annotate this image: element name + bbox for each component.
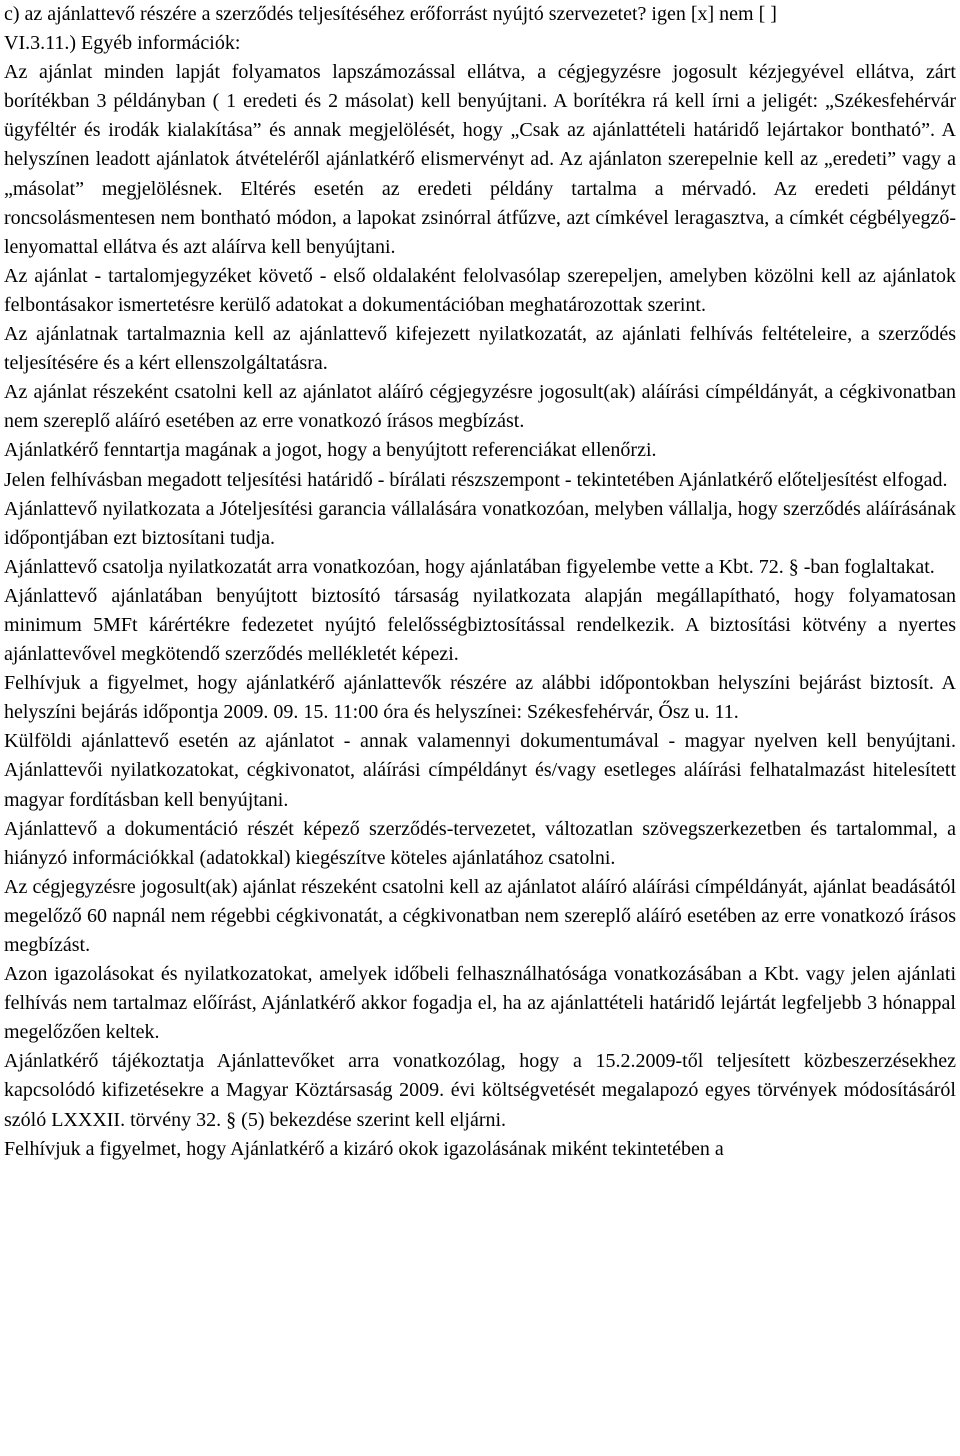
paragraph-certificate-validity: Azon igazolásokat és nyilatkozatokat, amelyek időbeli felhasználhatósága vonatkozásában a Kbt. vagy jelen ajánlati felhívás nem tartalmaz előírást, Ajánlatkérő akkor fogadja el, ha az ajánlattételi határidő lejártát legfeljebb 3 hónappal megelőzően keltek. (4, 963, 956, 1044)
paragraph-signature-specimen: Az ajánlat részeként csatolni kell az ajánlatot aláíró cégjegyzésre jogosult(ak) aláírási címpéldányát, a cégkivonatban nem szereplő aláíró esetében az erre vonatkozó írásos megbízást. (4, 381, 956, 433)
paragraph-performance-guarantee: Ajánlattevő nyilatkozata a Jóteljesítési garancia vállalására vonatkozóan, melyben vállalja, hogy szerződés aláírásának időpontjában ezt biztosítani tudja. (4, 497, 956, 549)
paragraph-payment-law: Ajánlatkérő tájékoztatja Ajánlattevőket arra vonatkozólag, hogy a 15.2.2009-től teljesített közbeszerzésekhez kapcsolódó kifizetésekre a Magyar Köztársaság 2009. évi költségvetését megalapozó egyes törvények módosításáról szóló LXXXII. törvény 32. § (5) bekezdése szerint kell eljárni. (4, 1050, 956, 1131)
paragraph-early-completion: Jelen felhívásban megadott teljesítési határidő - bírálati részszempont - tekintetében Ajánlatkérő előteljesítést elfogad. (4, 468, 948, 491)
paragraph-liability-insurance: Ajánlattevő ajánlatában benyújtott biztosító társaság nyilatkozata alapján megállapítható, hogy folyamatosan minimum 5MFt kárértékre fedezetet nyújtó felelősségbiztosítással rendelkezik. A biztosítási kötvény a nyertes ajánlattevővel megkötendő szerződés mellékletét képezi. (4, 584, 956, 666)
paragraph-bidder-declaration: Az ajánlatnak tartalmaznia kell az ajánlattevő kifejezett nyilatkozatát, az ajánlati felhívás feltételeire, a szerződés teljesítésére és a kért ellenszolgáltatásra. (4, 323, 956, 375)
paragraph-company-extract: Az cégjegyzésre jogosult(ak) ajánlat részeként csatolni kell az ajánlatot aláíró aláírási címpéldányát, ajánlat beadásától megelőző 60 napnál nem régebbi cégkivonatát, a cégkivonatban nem szereplő aláíró esetében az erre vonatkozó írásos megbízást. (4, 875, 956, 956)
paragraph-reading-sheet: Az ajánlat - tartalomjegyzéket követő - első oldalaként felolvasólap szerepeljen, amelyben közölni kell az ajánlatok felbontásakor ismertetésre kerülő adatokat a dokumentációban meghatározottak szerint. (4, 264, 956, 316)
paragraph-foreign-bidder: Külföldi ajánlattevő esetén az ajánlatot - annak valamennyi dokumentumával - magyar nyelven kell benyújtani. Ajánlattevői nyilatkozatokat, cégkivonatot, aláírási címpéldányt és/vagy esetleges aláírási felhatalmazást hitelesített magyar fordításban kell benyújtani. (4, 730, 956, 811)
paragraph-exclusion-notice: Felhívjuk a figyelmet, hogy Ajánlatkérő a kizáró okok igazolásának miként tekintetében a (4, 1137, 724, 1160)
paragraph-resource-provider: c) az ajánlattevő részére a szerződés teljesítéséhez erőforrást nyújtó szervezetet? igen [x] nem [ ] (4, 3, 777, 25)
section-heading-other-info: VI.3.11.) Egyéb információk: (4, 32, 241, 55)
paragraph-reference-check: Ajánlatkérő fenntartja magának a jogot, hogy a benyújtott referenciákat ellenőrzi. (4, 439, 657, 462)
paragraph-site-visit: Felhívjuk a figyelmet, hogy ajánlatkérő ajánlattevők részére az alábbi időpontokban helyszíni bejárást biztosít. A helyszíni bejárás időpontja 2009. 09. 15. 11:00 óra és helyszínei: Székesfehérvár, Ősz u. 11. (4, 672, 956, 724)
paragraph-kbt-72: Ajánlattevő csatolja nyilatkozatát arra vonatkozóan, hogy ajánlatában figyelembe vette a Kbt. 72. § -ban foglaltakat. (4, 555, 935, 578)
paragraph-draft-contract: Ajánlattevő a dokumentáció részét képező szerződés-tervezetet, változatlan szövegszerkezetben és tartalommal, a hiányzó információkkal (adatokkal) kiegészítve köteles ajánlatához csatolni. (4, 817, 956, 869)
paragraph-submission-rules: Az ajánlat minden lapját folyamatos lapszámozással ellátva, a cégjegyzésre jogosult kézjegyével ellátva, zárt borítékban 3 példányban ( 1 eredeti és 2 másolat) kell benyújtani. A borítékra rá kell írni a jeligét: „Székesfehérvár ügyféltér és irodák kialakítása” és annak megjelölését, hogy „Csak az ajánlattételi határidő lejártakor bontható”. A helyszínen leadott ajánlatok átvételéről ajánlatkérő elismervényt ad. Az ajánlaton szerepelnie kell az „eredeti” vagy a „másolat” megjelölésnek. Eltérés esetén az eredeti példány tartalma a mérvadó. Az eredeti példányt roncsolásmentesen nem bontható módon, a lapokat zsinórral átfűzve, azt címkével leragasztva, a címkét cégbélyegző-lenyomattal ellátva és azt aláírva kell benyújtani. (4, 61, 956, 258)
